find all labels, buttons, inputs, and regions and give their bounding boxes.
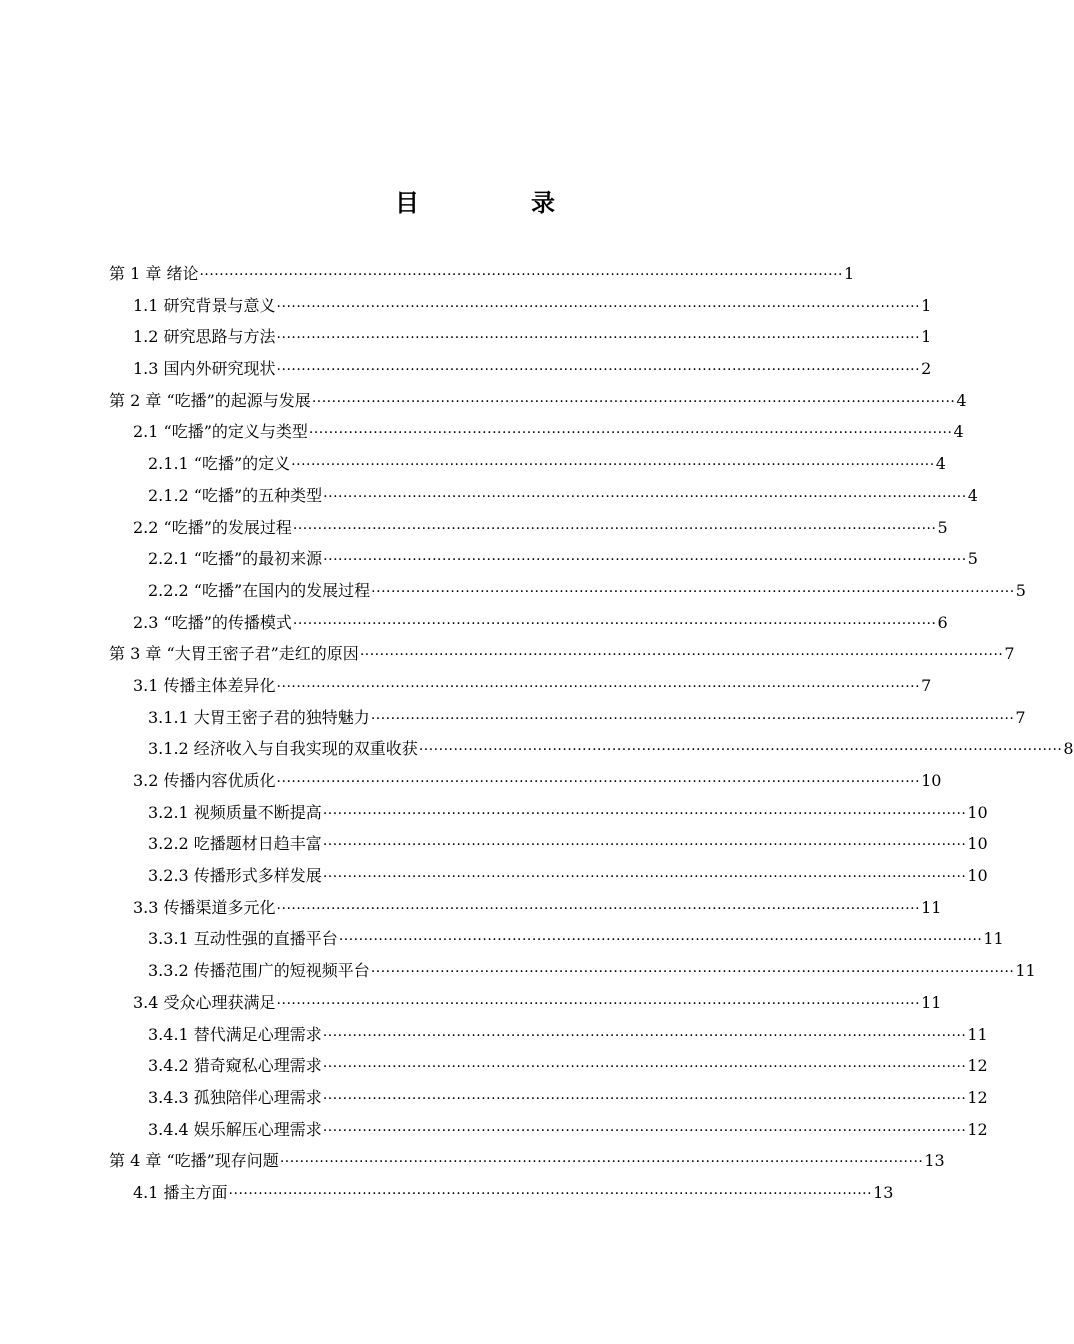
toc-list (0, 258, 1074, 1209)
toc-entry[interactable] (0, 1114, 988, 1146)
toc-entry[interactable] (0, 1019, 988, 1051)
toc-entry[interactable] (0, 987, 950, 1019)
toc-entry[interactable] (0, 860, 988, 892)
toc-entry[interactable] (0, 385, 967, 417)
toc-entry-title: 4.1 播主方面 (133, 1177, 228, 1209)
toc-entry[interactable] (0, 290, 950, 322)
toc-entry-page-number: 11 (921, 897, 942, 917)
toc-entry-title: 3.3.1 互动性强的直播平台 (148, 923, 338, 955)
toc-entry-title: 3.2.2 吃播题材日趋丰富 (148, 828, 322, 860)
toc-entry-page-number: 11 (1015, 961, 1036, 981)
toc-entry-title: 3.4.1 替代满足心理需求 (148, 1019, 322, 1051)
toc-dot-leader: ·································································································································· (276, 362, 921, 379)
toc-dot-leader: ·································································································································· (311, 393, 956, 410)
toc-dot-leader: ·································································································································· (292, 615, 937, 632)
toc-dot-leader: ·································································································································· (291, 457, 935, 474)
toc-dot-leader: ·································································································································· (308, 425, 953, 442)
toc-entry-title: 3.1 传播主体差异化 (133, 670, 276, 702)
toc-entry-page-number: 5 (937, 517, 948, 537)
toc-entry[interactable] (0, 575, 1026, 607)
toc-entry[interactable] (0, 258, 950, 290)
toc-entry-title: 3.4 受众心理获满足 (133, 987, 276, 1019)
toc-entry-page-number: 11 (921, 992, 942, 1012)
toc-dot-leader: ·································································································································· (323, 488, 967, 505)
toc-entry-title: 3.4.2 猎奇窥私心理需求 (148, 1050, 322, 1082)
toc-entry-title: 2.1.1 “吃播”的定义 (148, 448, 290, 480)
toc-entry[interactable] (0, 353, 950, 385)
toc-entry-title: 3.4.3 孤独陪伴心理需求 (148, 1082, 322, 1114)
toc-entry-title: 3.3 传播渠道多元化 (133, 892, 276, 924)
toc-entry-page-number: 11 (967, 1024, 988, 1044)
toc-entry-page-number: 12 (967, 1119, 988, 1139)
toc-entry[interactable] (0, 607, 950, 639)
toc-entry[interactable] (0, 416, 964, 448)
toc-entry[interactable] (0, 765, 950, 797)
toc-entry[interactable] (0, 1145, 950, 1177)
toc-dot-leader: ·································································································································· (418, 742, 1063, 759)
toc-entry[interactable] (0, 512, 950, 544)
toc-entry-title: 1.1 研究背景与意义 (133, 290, 276, 322)
toc-dot-leader: ·································································································································· (276, 774, 921, 790)
toc-entry[interactable] (0, 923, 1004, 955)
toc-dot-leader: ·································································································································· (276, 995, 921, 1012)
toc-entry-page-number: 11 (983, 929, 1004, 949)
toc-dot-leader: ·································································································································· (370, 710, 1015, 727)
toc-entry-title: 2.1 “吃播”的定义与类型 (133, 416, 308, 448)
toc-entry-page-number: 13 (873, 1182, 894, 1202)
toc-entry[interactable] (0, 955, 1036, 987)
toc-entry-page-number: 4 (953, 422, 964, 442)
toc-entry-title: 3.2.3 传播形式多样发展 (148, 860, 322, 892)
toc-dot-leader: ·································································································································· (323, 552, 967, 569)
toc-entry[interactable] (0, 1050, 988, 1082)
toc-dot-leader: ·································································································································· (370, 964, 1015, 981)
toc-entry-title: 3.1.1 大胃王密子君的独特魅力 (148, 702, 370, 734)
toc-entry[interactable] (0, 828, 988, 860)
toc-entry-page-number: 4 (956, 390, 967, 410)
toc-entry-page-number: 4 (935, 454, 946, 474)
toc-entry-page-number: 10 (967, 834, 988, 854)
toc-dot-leader: ·································································································································· (228, 1185, 873, 1202)
toc-entry-title: 2.2.1 “吃播”的最初来源 (148, 543, 322, 575)
toc-entry-page-number: 7 (1015, 707, 1026, 727)
toc-entry-title: 1.2 研究思路与方法 (133, 321, 276, 353)
toc-entry-page-number: 1 (843, 264, 855, 283)
toc-entry[interactable] (0, 702, 1026, 734)
toc-entry-page-number: 10 (967, 866, 988, 886)
toc-entry-page-number: 7 (921, 675, 932, 695)
toc-entry-title: 第 3 章 “大胃王密子君”走红的原因 (109, 638, 359, 670)
toc-entry-page-number: 1 (921, 327, 932, 347)
toc-entry[interactable] (0, 480, 978, 512)
toc-entry[interactable] (0, 797, 988, 829)
toc-entry-title: 第 4 章 “吃播”现存问题 (109, 1145, 279, 1177)
toc-entry-title: 3.2 传播内容优质化 (133, 765, 276, 797)
toc-entry-page-number: 12 (967, 1087, 988, 1107)
toc-dot-leader: ·································································································································· (199, 267, 843, 283)
toc-entry-title: 3.3.2 传播范围广的短视频平台 (148, 955, 370, 987)
toc-entry-title: 2.2.2 “吃播”在国内的发展过程 (148, 575, 370, 607)
toc-dot-leader: ·································································································································· (322, 837, 967, 854)
toc-entry-page-number: 1 (921, 295, 932, 315)
toc-entry-page-number: 12 (967, 1056, 988, 1076)
toc-entry[interactable] (0, 1177, 950, 1209)
toc-entry-page-number: 13 (924, 1151, 945, 1171)
toc-dot-leader: ·································································································································· (322, 869, 967, 886)
toc-dot-leader: ·································································································································· (276, 330, 921, 347)
toc-entry-title: 第 2 章 “吃播”的起源与发展 (109, 385, 311, 417)
toc-entry[interactable] (0, 321, 950, 353)
toc-entry-page-number: 2 (921, 359, 932, 379)
toc-entry-title: 2.1.2 “吃播”的五种类型 (148, 480, 322, 512)
toc-entry-page-number: 7 (1004, 644, 1015, 664)
toc-entry-page-number: 10 (967, 802, 988, 822)
toc-entry-title: 3.4.4 娱乐解压心理需求 (148, 1114, 322, 1146)
toc-dot-leader: ·································································································································· (322, 805, 967, 822)
toc-entry-title: 3.2.1 视频质量不断提高 (148, 797, 322, 829)
toc-dot-leader: ·································································································································· (371, 583, 1015, 600)
toc-dot-leader: ·································································································································· (322, 1059, 967, 1076)
toc-entry[interactable] (0, 892, 950, 924)
toc-entry-title: 2.2 “吃播”的发展过程 (133, 512, 292, 544)
toc-entry-page-number: 8 (1063, 739, 1074, 759)
toc-dot-leader: ·································································································································· (292, 520, 937, 537)
toc-dot-leader: ·································································································································· (276, 678, 921, 695)
toc-entry-page-number: 4 (967, 485, 978, 505)
toc-entry-title: 3.1.2 经济收入与自我实现的双重收获 (148, 733, 418, 765)
toc-dot-leader: ·································································································································· (322, 1090, 967, 1107)
toc-entry-page-number: 6 (937, 612, 948, 632)
toc-entry[interactable] (0, 1082, 988, 1114)
toc-entry[interactable] (0, 670, 950, 702)
toc-entry[interactable] (0, 638, 1015, 670)
toc-dot-leader: ·································································································································· (276, 298, 921, 315)
toc-dot-leader: ·································································································································· (338, 932, 983, 949)
toc-entry-title: 2.3 “吃播”的传播模式 (133, 607, 292, 639)
toc-entry[interactable] (0, 733, 1074, 765)
toc-dot-leader: ·································································································································· (359, 647, 1004, 664)
toc-dot-leader: ·································································································································· (279, 1154, 924, 1171)
toc-dot-leader: ·································································································································· (276, 900, 921, 917)
toc-dot-leader: ·································································································································· (322, 1122, 967, 1139)
toc-entry-page-number: 5 (1015, 580, 1026, 600)
toc-dot-leader: ·································································································································· (322, 1027, 967, 1044)
toc-entry-page-number: 10 (921, 771, 942, 790)
toc-entry-title: 第 1 章 绪论 (109, 258, 198, 290)
toc-entry[interactable] (0, 448, 950, 480)
toc-entry-page-number: 5 (967, 549, 978, 569)
toc-entry-title: 1.3 国内外研究现状 (133, 353, 276, 385)
toc-entry[interactable] (0, 543, 978, 575)
toc-title: 目 录 (395, 189, 599, 217)
